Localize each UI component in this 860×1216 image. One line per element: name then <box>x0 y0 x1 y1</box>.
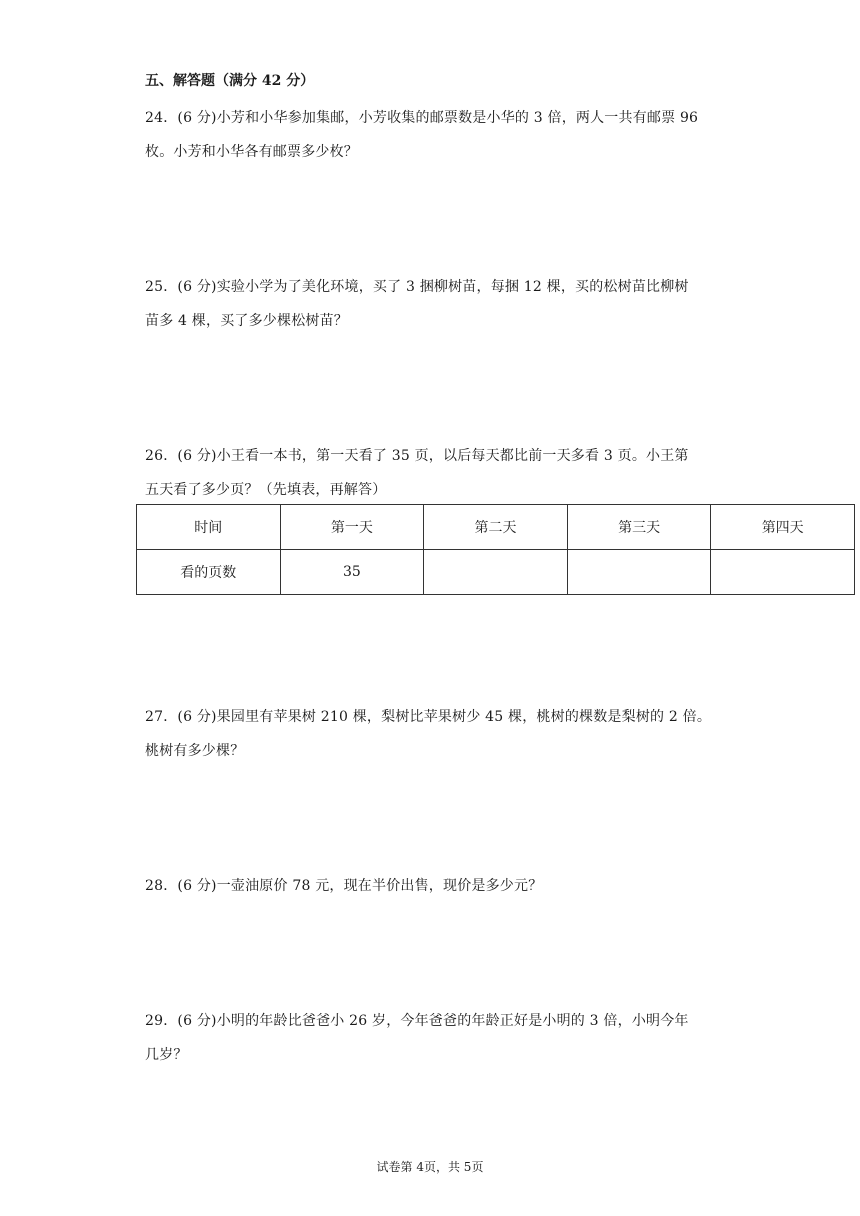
table-cell: 第二天 <box>424 505 568 550</box>
table-cell: 时间 <box>137 505 281 550</box>
question-27-line-2: 桃树有多少棵？ <box>145 743 245 759</box>
question-26-line-1: 26．(6 分)小王看一本书，第一天看了 35 页，以后每天都比前一天多看 3 页。小王第 <box>145 448 689 464</box>
question-25-line-2: 苗多 4 棵，买了多少棵松树苗？ <box>145 313 349 329</box>
reading-pages-table <box>136 504 855 595</box>
question-29-line-2: 几岁？ <box>145 1047 188 1063</box>
table-cell: 35 <box>280 550 424 595</box>
question-26-line-2: 五天看了多少页？（先填表，再解答） <box>145 482 387 498</box>
question-29-line-1: 29．(6 分)小明的年龄比爸爸小 26 岁，今年爸爸的年龄正好是小明的 3 倍，小明今年 <box>145 1013 689 1029</box>
question-28-line-1: 28．(6 分)一壶油原价 78 元，现在半价出售，现价是多少元？ <box>145 878 543 894</box>
table-cell: 第四天 <box>711 505 855 550</box>
section-title: 五、解答题（满分 42 分） <box>145 73 315 89</box>
question-25-line-1: 25．(6 分)实验小学为了美化环境，买了 3 捆柳树苗，每捆 12 棵，买的松树苗比柳树 <box>145 279 689 295</box>
table-header-row <box>137 505 855 550</box>
question-24-line-2: 枚。小芳和小华各有邮票多少枚？ <box>145 144 358 160</box>
page-footer: 试卷第 4页，共 5页 <box>376 1160 484 1174</box>
table-cell: 看的页数 <box>137 550 281 595</box>
table-cell: 第三天 <box>567 505 711 550</box>
question-27-line-1: 27．(6 分)果园里有苹果树 210 棵，梨树比苹果树少 45 棵，桃树的棵数是梨树的 2 倍。 <box>145 709 712 725</box>
table-cell: 第一天 <box>280 505 424 550</box>
table-row <box>137 550 855 595</box>
table-answer-cell <box>567 550 711 595</box>
table-answer-cell <box>711 550 855 595</box>
question-24-line-1: 24．(6 分)小芳和小华参加集邮，小芳收集的邮票数是小华的 3 倍，两人一共有邮票 96 <box>145 110 699 126</box>
table-answer-cell <box>424 550 568 595</box>
